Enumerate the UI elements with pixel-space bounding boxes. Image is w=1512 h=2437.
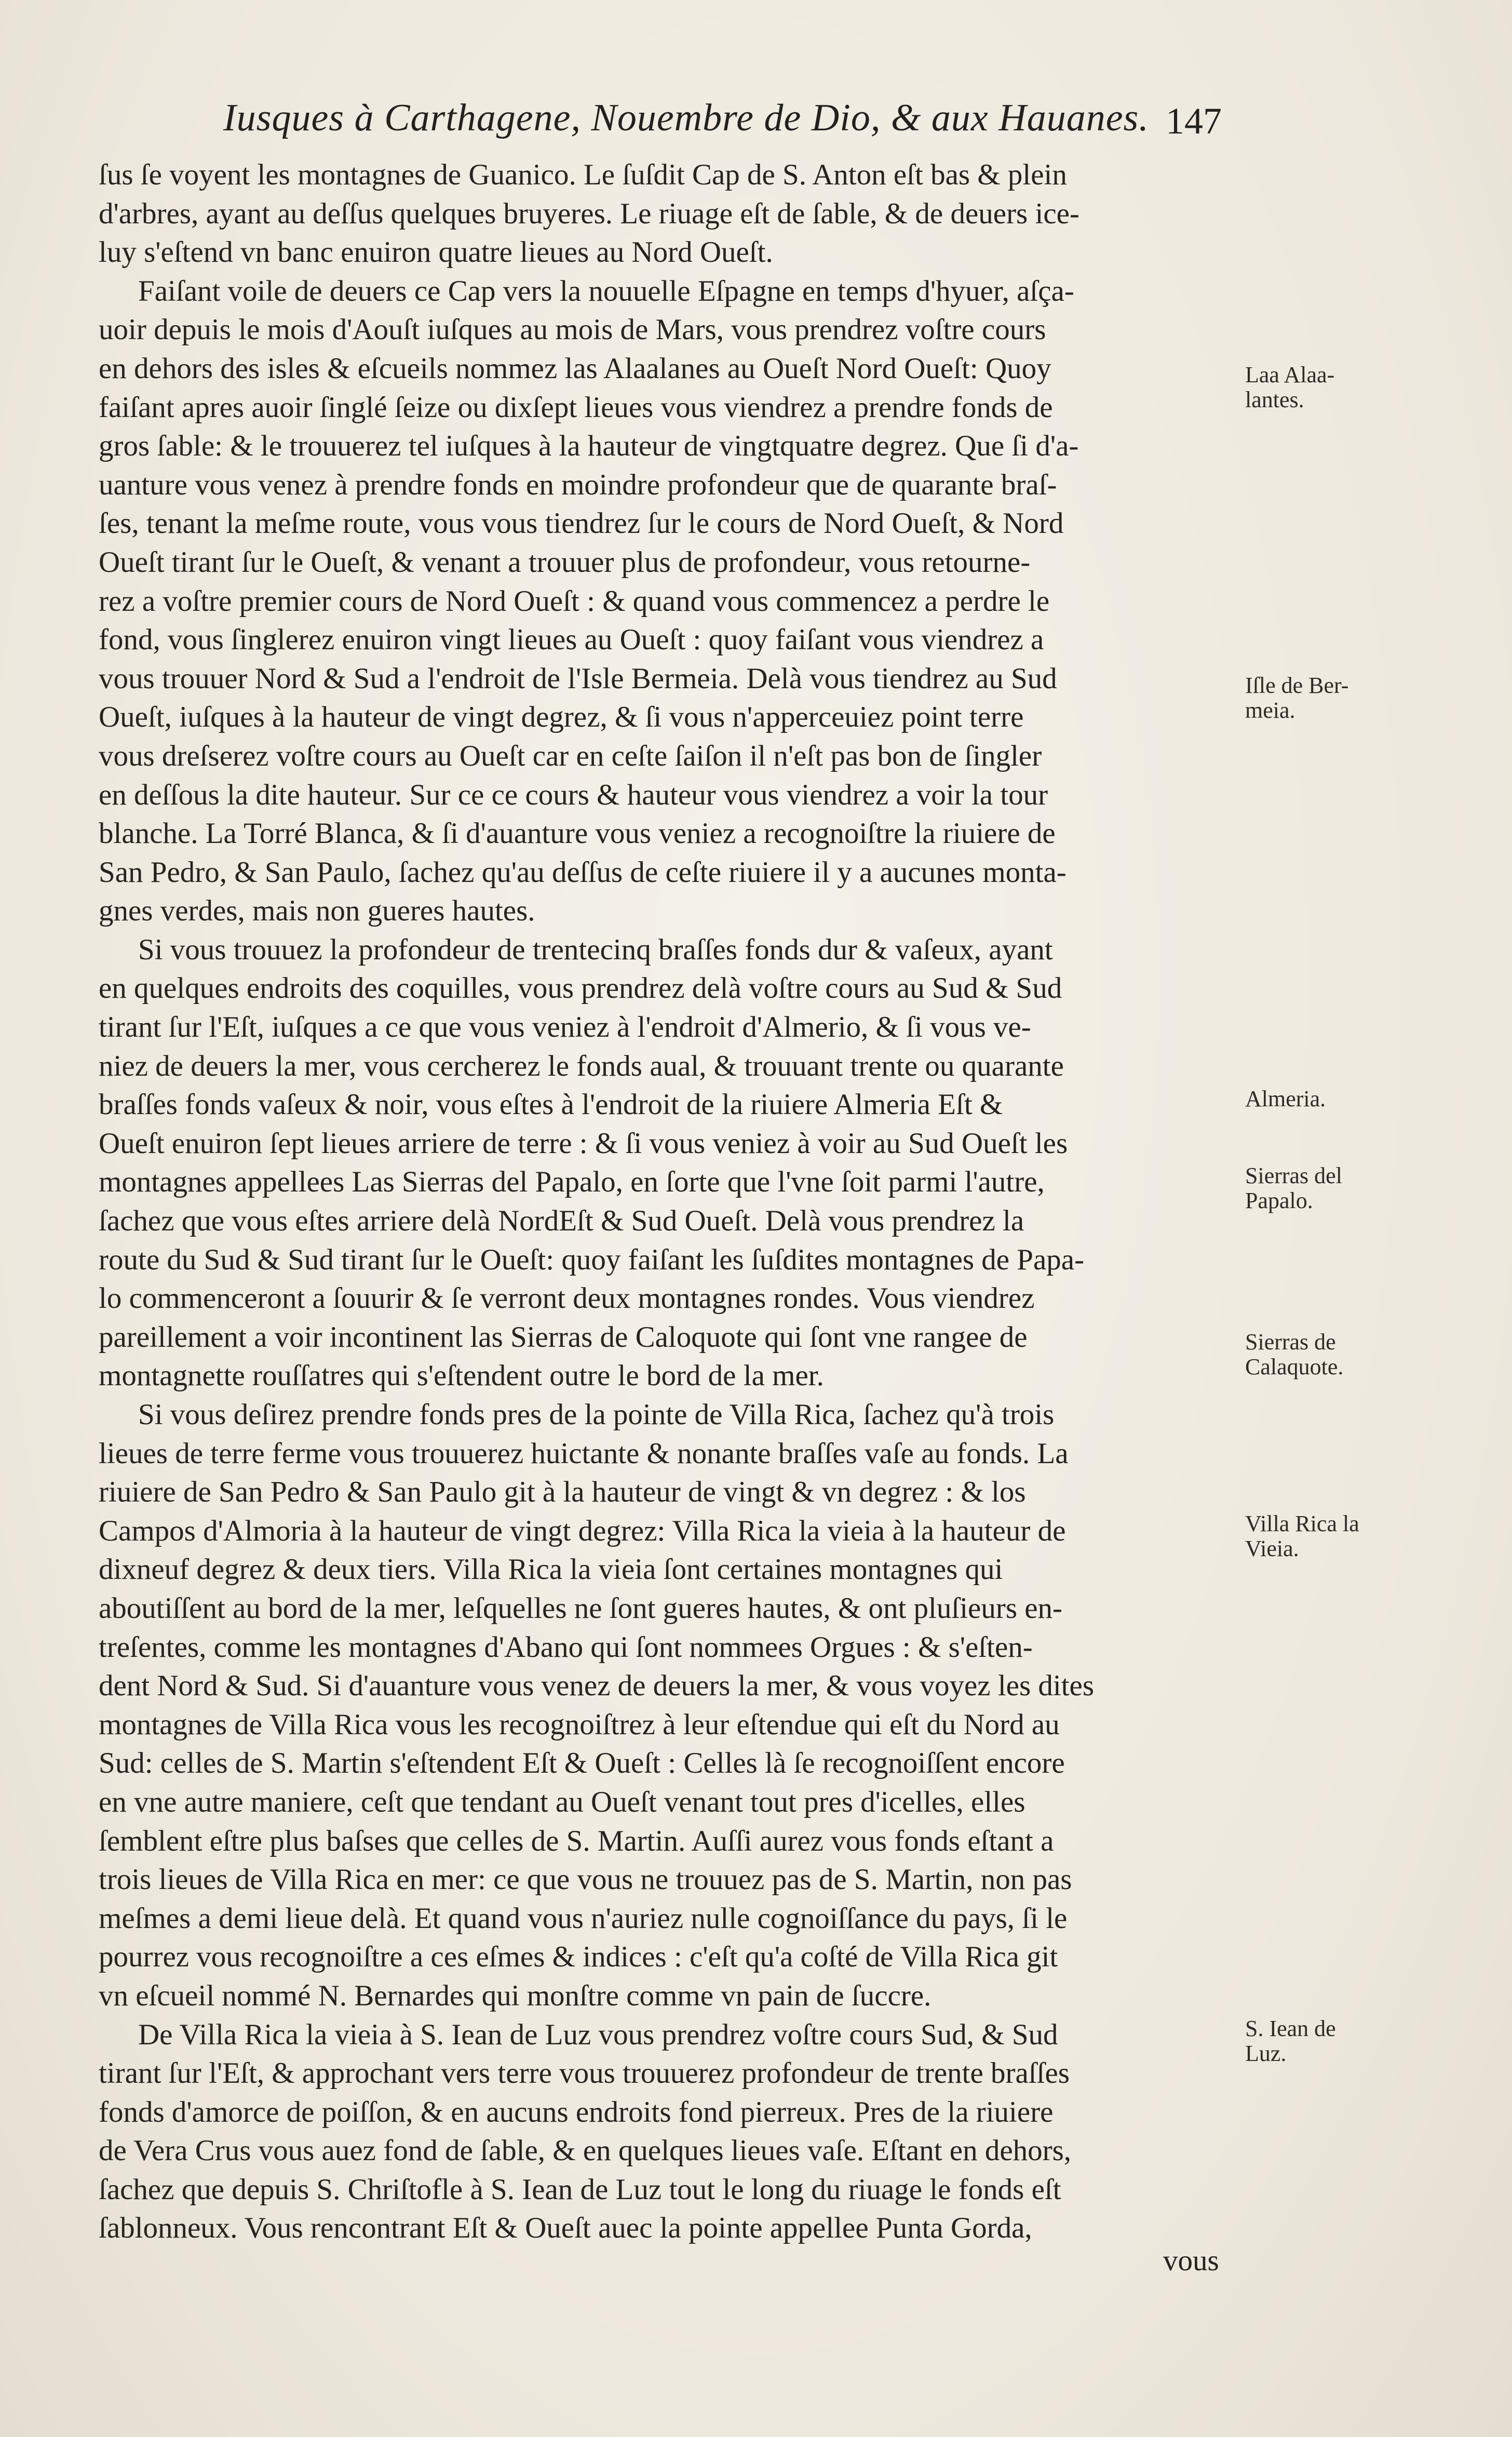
- text-line: dent Nord & Sud. Si d'auanture vous venez de deuers la mer, & vous voyez les dites: [99, 1669, 1095, 1703]
- text-line: en deſſous la dite hauteur. Sur ce ce cours & hauteur vous viendrez a voir la tour: [99, 778, 1048, 811]
- margin-note-alaalantes: Laa Alaa-lantes.: [1245, 362, 1335, 412]
- text-line: en vne autre maniere, ceſt que tendant au Oueſt venant tout pres d'icelles, elles: [99, 1785, 1025, 1818]
- text-line: tirant ſur l'Eſt, iuſques a ce que vous veniez à l'endroit d'Almerio, & ſi vous ve-: [99, 1011, 1031, 1044]
- text-line: lo commenceront a ſouurir & ſe verront deux montagnes rondes. Vous viendrez: [99, 1282, 1035, 1315]
- text-line: en dehors des isles & eſcueils nommez las Alaalanes au Oueſt Nord Oueſt: Quoy: [99, 352, 1051, 385]
- margin-note-calaquote: Sierras de Calaquote.: [1245, 1329, 1344, 1380]
- text-line: aboutiſſent au bord de la mer, leſquelles ne ſont gueres hautes, & ont pluſieurs en-: [99, 1591, 1063, 1625]
- text-line: meſmes a demi lieue delà. Et quand vous n'auriez nulle cognoiſſance du pays, ſi le: [99, 1902, 1068, 1935]
- text-line: ſablonneux. Vous rencontrant Eſt & Oueſt auec la pointe appellee Punta Gorda,: [99, 2212, 1032, 2245]
- text-line: montagnes appellees Las Sierras del Papalo, en ſorte que l'vne ſoit parmi l'autre,: [99, 1166, 1045, 1199]
- text-line: vn eſcueil nommé N. Bernardes qui monſtre comme vn pain de ſuccre.: [99, 1979, 932, 2012]
- text-line: faiſant apres auoir ſinglé ſeize ou dixſept lieues vous viendrez a prendre fonds de: [99, 391, 1053, 424]
- text-line: uoir depuis le mois d'Aouſt iuſques au mois de Mars, vous prendrez voſtre cours: [99, 313, 1046, 346]
- text-line: rez a voſtre premier cours de Nord Oueſt : & quand vous commencez a perdre le: [99, 584, 1050, 618]
- text-line: en quelques endroits des coquilles, vous prendrez delà voſtre cours au Sud & Sud: [99, 972, 1062, 1005]
- text-line: ſes, tenant la meſme route, vous vous tiendrez ſur le cours de Nord Oueſt, & Nord: [99, 507, 1064, 540]
- paragraph-start-line: Si vous deſirez prendre fonds pres de la pointe de Villa Rica, ſachez qu'à trois: [138, 1398, 1055, 1431]
- text-line: pourrez vous recognoiſtre a ces eſmes & indices : c'eſt qu'a coſté de Villa Rica git: [99, 1940, 1058, 1974]
- text-line: montagnes de Villa Rica vous les recognoiſtrez à leur eſtendue qui eſt du Nord au: [99, 1708, 1060, 1741]
- text-line: gnes verdes, mais non gueres hautes.: [99, 894, 535, 928]
- text-line: trois lieues de Villa Rica en mer: ce que vous ne trouuez pas de S. Martin, non pas: [99, 1863, 1072, 1896]
- text-line: San Pedro, & San Paulo, ſachez qu'au deſſus de ceſte riuiere il y a aucunes monta-: [99, 855, 1066, 889]
- text-line: vous trouuer Nord & Sud a l'endroit de l'Isle Bermeia. Delà vous tiendrez au Sud: [99, 662, 1057, 695]
- text-line: tirant ſur l'Eſt, & approchant vers terre vous trouuerez profondeur de trente braſſes: [99, 2057, 1070, 2090]
- text-line: braſſes fonds vaſeux & noir, vous eſtes à l'endroit de la riuiere Almeria Eſt &: [99, 1088, 1003, 1121]
- text-line: niez de deuers la mer, vous cercherez le fonds aual, & trouuant trente ou quarante: [99, 1049, 1064, 1082]
- text-line: Campos d'Almoria à la hauteur de vingt degrez: Villa Rica la vieia à la hauteur de: [99, 1514, 1066, 1547]
- text-line: blanche. La Torré Blanca, & ſi d'auanture vous veniez a recognoiſtre la riuiere de: [99, 817, 1056, 850]
- text-line: route du Sud & Sud tirant ſur le Oueſt: quoy faiſant les ſuſdites montagnes de Papa-: [99, 1243, 1085, 1276]
- margin-note-san-juan-de-luz: S. Iean de Luz.: [1245, 2016, 1336, 2066]
- text-line: pareillement a voir incontinent las Sierras de Caloquote qui ſont vne rangee de: [99, 1320, 1028, 1354]
- text-line: fond, vous ſinglerez enuiron vingt lieues au Oueſt : quoy faiſant vous viendrez a: [99, 623, 1044, 657]
- text-line: luy s'eſtend vn banc enuiron quatre lieues au Nord Oueſt.: [99, 236, 773, 269]
- text-line: Oueſt tirant ſur le Oueſt, & venant a trouuer plus de profondeur, vous retourne-: [99, 545, 1031, 579]
- text-line: uanture vous venez à prendre fonds en moindre profondeur que de quarante braſ-: [99, 468, 1057, 501]
- text-line: ſachez que vous eſtes arriere delà NordEſt & Sud Oueſt. Delà vous prendrez la: [99, 1204, 1024, 1238]
- text-line: d'arbres, ayant au deſſus quelques bruyeres. Le riuage eſt de ſable, & de deuers ice-: [99, 197, 1079, 230]
- text-line: Sud: celles de S. Martin s'eſtendent Eſt & Oueſt : Celles là ſe recognoiſſent encore: [99, 1747, 1065, 1780]
- text-line: dixneuf degrez & deux tiers. Villa Rica la vieia ſont certaines montagnes qui: [99, 1553, 1003, 1586]
- running-header: Iusques à Carthagene, Nouembre de Dio, & aux Hauanes.: [223, 97, 1149, 139]
- margin-note-papalo: Sierras del Papalo.: [1245, 1163, 1342, 1213]
- text-line: gros ſable: & le trouuerez tel iuſques à la hauteur de vingtquatre degrez. Que ſi d'a-: [99, 430, 1079, 463]
- text-line: fonds d'amorce de poiſſon, & en aucuns endroits fond pierreux. Pres de la riuiere: [99, 2095, 1054, 2128]
- paragraph-start-line: De Villa Rica la vieia à S. Iean de Luz vous prendrez voſtre cours Sud, & Sud: [138, 2018, 1058, 2051]
- text-line: ſus ſe voyent les montagnes de Guanico. Le ſuſdit Cap de S. Anton eſt bas & plein: [99, 158, 1067, 191]
- margin-note-almeria: Almeria.: [1245, 1086, 1326, 1112]
- margin-note-bermeia: Iſle de Ber-meia.: [1245, 673, 1349, 723]
- main-text: [99, 156, 1236, 2248]
- text-line: riuiere de San Pedro & San Paulo git à la hauteur de vingt & vn degrez : & los: [99, 1476, 1026, 1509]
- text-line: lieues de terre ferme vous trouuerez huictante & nonante braſſes vaſe au fonds. La: [99, 1437, 1069, 1470]
- margin-note-villa-rica: Villa Rica la Vieia.: [1245, 1511, 1359, 1561]
- paragraph-start-line: Faiſant voile de deuers ce Cap vers la nouuelle Eſpagne en temps d'hyuer, aſça-: [138, 274, 1074, 307]
- text-line: Oueſt, iuſques à la hauteur de vingt degrez, & ſi vous n'apperceuiez point terre: [99, 701, 1024, 734]
- paragraph-start-line: Si vous trouuez la profondeur de trentecinq braſſes fonds dur & vaſeux, ayant: [138, 933, 1053, 966]
- page-number: 147: [1166, 100, 1222, 142]
- text-line: treſentes, comme les montagnes d'Abano qui ſont nommees Orgues : & s'eſten-: [99, 1630, 1033, 1664]
- text-line: ſachez que depuis S. Chriſtofle à S. Iean de Luz tout le long du riuage le fonds eſt: [99, 2173, 1061, 2206]
- text-line: de Vera Crus vous auez fond de ſable, & en quelques lieues vaſe. Eſtant en dehors,: [99, 2134, 1072, 2167]
- text-line: Oueſt enuiron ſept lieues arriere de terre : & ſi vous veniez à voir au Sud Oueſt les: [99, 1127, 1068, 1160]
- text-line: ſemblent eſtre plus baſses que celles de S. Martin. Auſſi aurez vous fonds eſtant a: [99, 1824, 1054, 1857]
- text-line: vous dreſserez voſtre cours au Oueſt car en ceſte ſaiſon il n'eſt pas bon de ſingler: [99, 739, 1042, 772]
- text-line: montagnette rouſſatres qui s'eſtendent outre le bord de la mer.: [99, 1359, 824, 1392]
- catchword: vous: [1163, 2244, 1219, 2277]
